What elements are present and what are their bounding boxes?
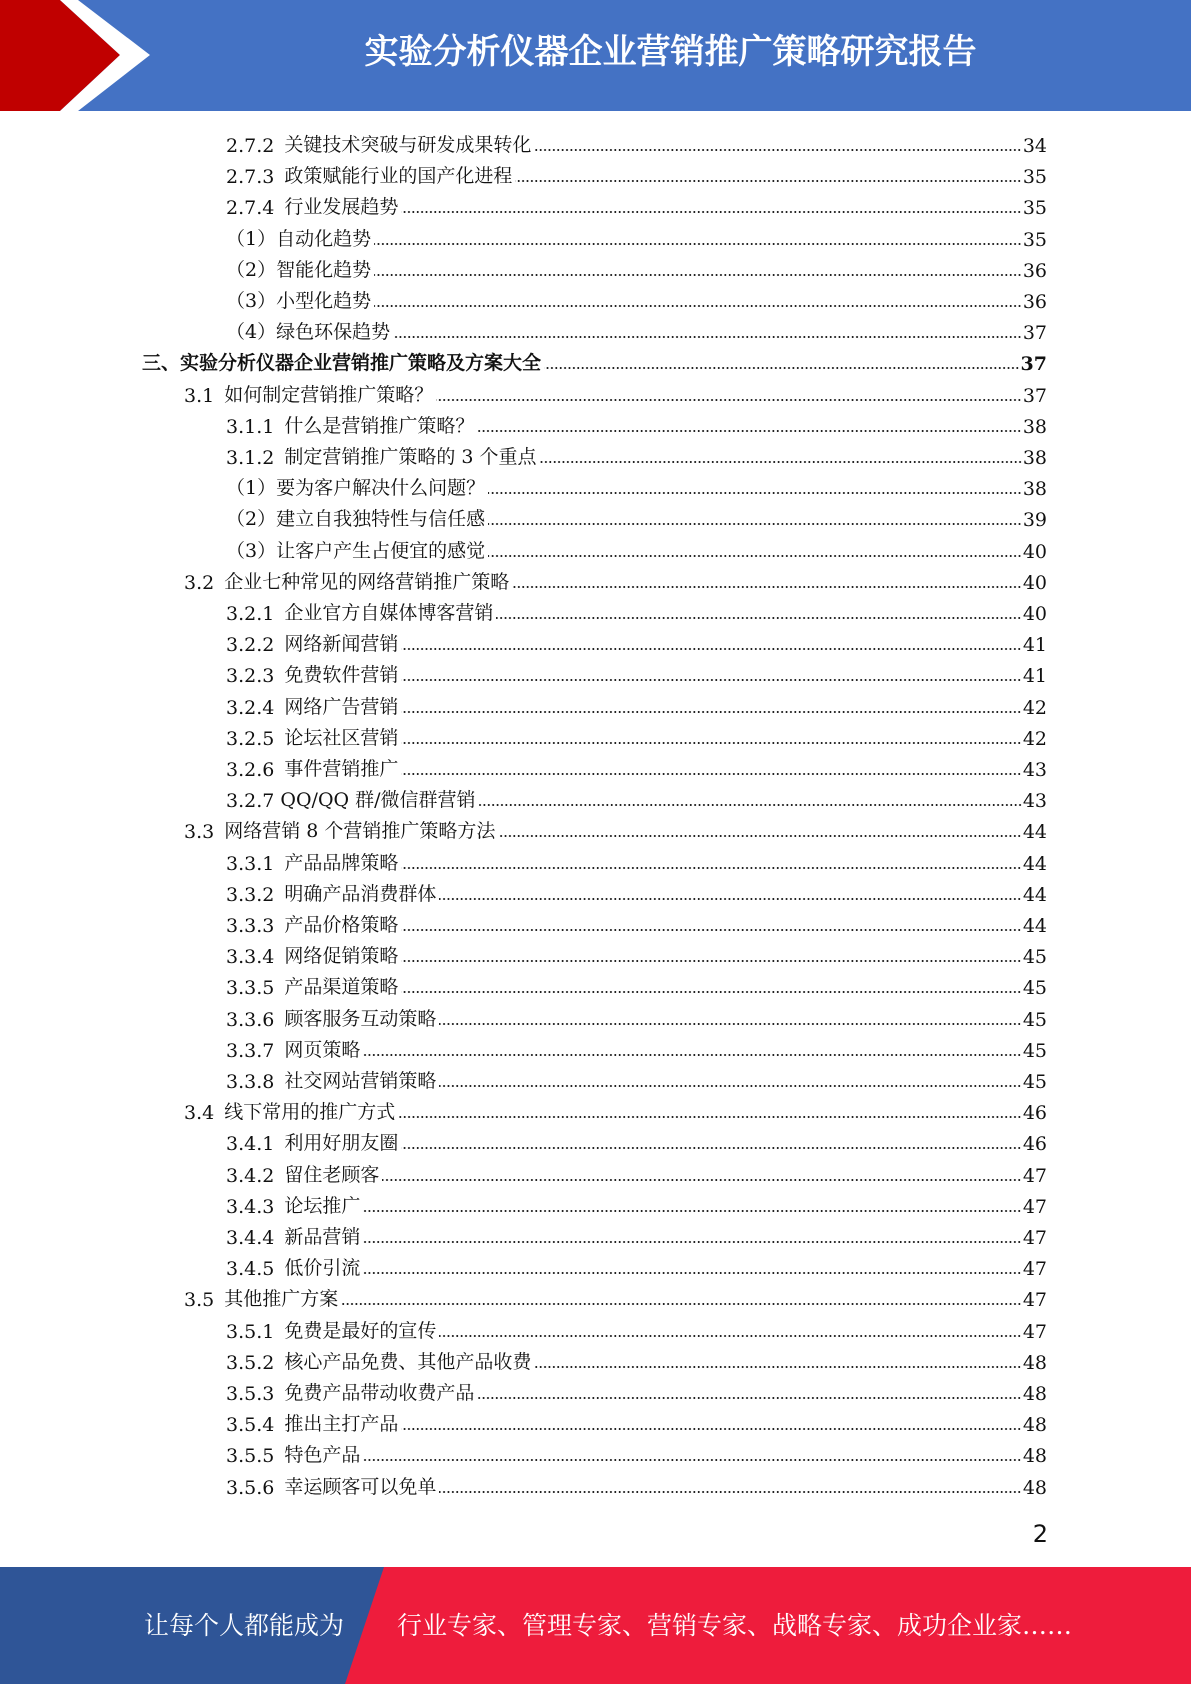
toc-entry-label: 事件营销推广 (284, 758, 399, 780)
toc-dot-leader (401, 741, 1021, 745)
toc-entry-number: 3.1 (184, 384, 215, 407)
toc-entry-label: 特色产品 (284, 1444, 361, 1467)
toc-entry[interactable] (184, 1280, 1047, 1311)
toc-dot-leader (401, 1427, 1021, 1431)
toc-dot-leader (363, 1458, 1021, 1462)
toc-entry-page: 41 (1022, 634, 1047, 657)
toc-entry-page: 45 (1022, 946, 1047, 969)
toc-entry-page: 40 (1022, 540, 1047, 563)
toc-entry-page: 47 (1022, 1164, 1047, 1187)
toc-entry-number: （3） (226, 539, 277, 562)
toc-entry-number: 3.1.2 (226, 447, 275, 469)
toc-entry-number: 3.3.7 (226, 1039, 275, 1062)
toc-entry-page: 38 (1022, 447, 1047, 469)
toc-dot-leader (401, 1146, 1021, 1150)
toc-entry[interactable] (226, 906, 1047, 937)
toc-entry[interactable] (226, 500, 1047, 531)
toc-entry-number: 3.2.7 (226, 790, 275, 813)
toc-entry[interactable] (226, 407, 1047, 438)
toc-entry-label: 论坛推广 (284, 1194, 361, 1217)
toc-dot-leader (488, 491, 1022, 495)
toc-dot-leader (439, 897, 1021, 901)
toc-entry[interactable] (226, 1187, 1047, 1218)
toc-entry-number: 3.5.6 (226, 1476, 275, 1499)
page-number: 2 (1032, 1520, 1048, 1548)
toc-dot-leader (439, 1490, 1021, 1494)
toc-entry-label: 产品品牌策略 (284, 851, 399, 874)
toc-entry-number: 3.3.5 (226, 977, 275, 1000)
toc-entry-page: 36 (1022, 291, 1047, 313)
toc-dot-leader (374, 242, 1022, 246)
toc-entry-number: 3.2.4 (226, 696, 275, 719)
toc-entry-label: 推出主打产品 (284, 1413, 399, 1436)
toc-entry-label: 其他推广方案 (224, 1288, 339, 1311)
toc-entry-number: 3.3.1 (226, 852, 275, 875)
toc-entry-number: 3.4 (184, 1102, 215, 1125)
toc-dot-leader (363, 1053, 1021, 1057)
toc-entry[interactable] (226, 1156, 1047, 1187)
toc-entry[interactable] (226, 188, 1047, 219)
toc-dot-leader (540, 460, 1022, 464)
toc-entry-label: 低价引流 (284, 1257, 361, 1280)
toc-entry-label: 如何制定营销推广策略？ (224, 383, 434, 406)
toc-dot-leader (363, 1240, 1021, 1244)
toc-dot-leader (393, 335, 1022, 339)
toc-entry-label: 核心产品免费、其他产品收费 (284, 1350, 532, 1373)
toc-entry-label: 免费软件营销 (284, 664, 399, 687)
toc-entry-label: 明确产品消费群体 (284, 882, 437, 905)
toc-entry-page: 35 (1022, 228, 1047, 251)
toc-dot-leader (436, 398, 1022, 402)
toc-entry-page: 46 (1022, 1133, 1047, 1156)
toc-entry-page: 48 (1022, 1383, 1047, 1405)
toc-entry-label: 政策赋能行业的国产化进程 (284, 165, 513, 188)
toc-entry-number: 3.5.1 (226, 1320, 275, 1343)
toc-entry-number: 3.3.4 (226, 946, 275, 969)
toc-dot-leader (496, 616, 1021, 620)
toc-entry-number: 3.2.2 (226, 634, 275, 657)
toc-entry-number: （2） (226, 258, 277, 281)
toc-entry-page: 47 (1022, 1320, 1047, 1343)
toc-entry[interactable] (226, 719, 1047, 750)
toc-dot-leader (439, 1022, 1021, 1026)
toc-entry-number: 3.5.4 (226, 1414, 275, 1437)
footer-slogan: 让每个人都能成为 (144, 1611, 345, 1640)
toc-entry-page: 48 (1022, 1351, 1047, 1374)
toc-entry[interactable] (226, 844, 1047, 875)
toc-entry-number: 3.5.5 (226, 1445, 275, 1468)
toc-entry-number: 3.3.2 (226, 883, 275, 906)
document-title: 实验分析仪器企业营销推广策略研究报告 (364, 32, 977, 72)
toc-entry-page: 47 (1022, 1227, 1047, 1249)
toc-entry-label: 企业官方自媒体博客营销 (284, 602, 494, 624)
toc-dot-leader (341, 1302, 1022, 1306)
toc-dot-leader (512, 585, 1022, 589)
toc-entry-page: 43 (1022, 790, 1047, 813)
toc-dot-leader (534, 148, 1021, 152)
toc-dot-leader (382, 1178, 1021, 1182)
toc-entry-number: 3.5.3 (226, 1383, 275, 1405)
toc-entry[interactable] (226, 251, 1047, 282)
toc-entry-page: 47 (1022, 1289, 1047, 1312)
toc-entry-page: 35 (1022, 166, 1047, 189)
toc-entry-page: 37 (1022, 322, 1047, 345)
toc-entry-label: 自动化趋势 (276, 227, 372, 250)
toc-entry-label: 什么是营销推广策略？ (284, 414, 475, 437)
toc-entry[interactable] (226, 313, 1047, 344)
toc-entry-page: 47 (1022, 1258, 1047, 1281)
toc-entry-number: 3.3.8 (226, 1071, 275, 1093)
toc-entry-page: 43 (1022, 759, 1047, 781)
toc-entry[interactable] (226, 157, 1047, 188)
toc-entry-label: 网页策略 (284, 1038, 361, 1061)
toc-entry[interactable] (226, 781, 1047, 812)
toc-entry-page: 37 (1022, 384, 1047, 407)
toc-dot-leader (439, 1084, 1021, 1088)
toc-entry[interactable] (226, 1000, 1047, 1031)
toc-entry-number: 3.2.6 (226, 759, 275, 781)
toc-entry-number: 3.4.5 (226, 1258, 275, 1281)
toc-entry-page: 44 (1022, 883, 1047, 906)
toc-dot-leader (401, 959, 1021, 963)
toc-dot-leader (488, 554, 1022, 558)
toc-dot-leader (498, 834, 1021, 838)
toc-entry-number: 3.3.6 (226, 1008, 275, 1031)
toc-entry[interactable] (226, 875, 1047, 906)
toc-entry-number: 3.3.3 (226, 915, 275, 937)
toc-entry[interactable] (226, 688, 1047, 719)
toc-entry-page: 38 (1022, 478, 1047, 501)
toc-entry-number: （1） (226, 477, 277, 500)
toc-entry-label: 建立自我独特性与信任感 (276, 508, 486, 531)
toc-entry-number: （2） (226, 508, 277, 531)
toc-entry-label: 绿色环保趋势 (276, 321, 391, 344)
toc-dot-leader (439, 1334, 1021, 1338)
toc-entry-label: 让客户产生占便宜的感觉 (276, 539, 486, 562)
toc-dot-leader (363, 1209, 1021, 1213)
toc-entry-number: 3.4.2 (226, 1164, 275, 1187)
toc-entry-number: 2.7.2 (226, 135, 275, 157)
toc-entry[interactable] (184, 376, 1047, 407)
toc-entry-label: 网络促销策略 (284, 945, 399, 968)
toc-entry-page: 48 (1022, 1414, 1047, 1437)
toc-entry-number: 3.2.1 (226, 603, 275, 625)
toc-dot-leader (374, 273, 1022, 277)
toc-dot-leader (401, 678, 1021, 682)
toc-entry[interactable] (226, 1436, 1047, 1467)
toc-entry-number: 3.3 (184, 821, 215, 844)
toc-entry[interactable] (226, 937, 1047, 968)
toc-entry[interactable] (226, 532, 1047, 563)
toc-dot-leader (515, 179, 1021, 183)
page-header (0, 0, 1191, 111)
toc-entry-number: 3.5.2 (226, 1351, 275, 1374)
toc-dot-leader (534, 1365, 1021, 1369)
toc-entry-label: 利用好朋友圈 (284, 1132, 399, 1155)
toc-entry-number: 3.1.1 (226, 415, 275, 438)
toc-entry[interactable] (184, 563, 1047, 594)
toc-entry[interactable] (226, 1124, 1047, 1155)
toc-entry-label: 网络营销 8 个营销推广策略方法 (224, 820, 496, 843)
toc-entry[interactable] (226, 1405, 1047, 1436)
toc-entry[interactable] (226, 1468, 1047, 1499)
toc-entry-label: 关键技术突破与研发成果转化 (284, 134, 532, 156)
toc-entry-page: 48 (1022, 1476, 1047, 1499)
toc-entry-page: 36 (1022, 259, 1047, 282)
toc-entry[interactable] (226, 282, 1047, 313)
toc-entry-page: 47 (1022, 1195, 1047, 1218)
toc-entry-label: 行业发展趋势 (284, 196, 399, 219)
toc-entry-number: 3.4.1 (226, 1133, 275, 1156)
toc-dot-leader (374, 304, 1022, 308)
toc-entry-label: 留住老顾客 (284, 1163, 380, 1186)
toc-entry[interactable] (184, 1093, 1047, 1124)
toc-entry-page: 42 (1022, 727, 1047, 750)
toc-entry-label: QQ/QQ 群/微信群营销 (274, 789, 476, 812)
toc-entry-label: 产品渠道策略 (284, 976, 399, 999)
toc-entry-number: （1） (226, 227, 277, 250)
toc-dot-leader (363, 1271, 1021, 1275)
toc-entry-page: 44 (1022, 821, 1047, 844)
toc-entry-label: 幸运顾客可以免单 (284, 1475, 437, 1498)
toc-dot-leader (401, 990, 1021, 994)
toc-entry-label: 线下常用的推广方式 (224, 1101, 396, 1124)
toc-dot-leader (401, 647, 1021, 651)
toc-entry-label: 社交网站营销策略 (284, 1070, 437, 1092)
toc-entry[interactable] (226, 594, 1047, 625)
toc-entry-label: 顾客服务互动策略 (284, 1007, 437, 1030)
toc-entry-label: 论坛社区营销 (284, 726, 399, 749)
toc-entry-page: 37 (1020, 353, 1047, 376)
toc-entry-page: 45 (1022, 1008, 1047, 1031)
toc-entry-page: 38 (1022, 415, 1047, 438)
toc-dot-leader (401, 928, 1021, 932)
toc-entry[interactable] (226, 1062, 1047, 1093)
toc-entry[interactable] (184, 812, 1047, 843)
toc-entry-label: 智能化趋势 (276, 258, 372, 281)
toc-entry-number: （3） (226, 290, 277, 312)
toc-entry-page: 45 (1022, 1071, 1047, 1093)
toc-entry-label: 要为客户解决什么问题？ (276, 477, 486, 500)
toc-dot-leader (401, 866, 1021, 870)
toc-dot-leader (479, 803, 1022, 807)
toc-entry-page: 35 (1022, 197, 1047, 220)
toc-dot-leader (401, 210, 1021, 214)
toc-dot-leader (544, 366, 1020, 370)
toc-entry-page: 45 (1022, 977, 1047, 1000)
toc-entry[interactable] (226, 750, 1047, 781)
toc-entry[interactable] (226, 438, 1047, 469)
toc-entry-number: 3.2.3 (226, 665, 275, 688)
toc-entry-page: 45 (1022, 1039, 1047, 1062)
toc-entry-label: 网络广告营销 (284, 695, 399, 718)
footer-tagline: 行业专家、管理专家、营销专家、战略专家、成功企业家…… (397, 1611, 1073, 1640)
toc-entry-page: 44 (1022, 852, 1047, 875)
toc-entry[interactable] (226, 1249, 1047, 1280)
toc-entry-page: 42 (1022, 696, 1047, 719)
toc-entry[interactable] (226, 220, 1047, 251)
toc-entry-label: 实验分析仪器企业营销推广策略及方案大全 (180, 352, 542, 375)
toc-entry[interactable] (226, 625, 1047, 656)
toc-entry-number: 三、 (142, 352, 181, 375)
toc-entry[interactable] (226, 1031, 1047, 1062)
toc-entry-page: 46 (1022, 1102, 1047, 1125)
toc-dot-leader (398, 1115, 1022, 1119)
toc-entry-page: 39 (1022, 509, 1047, 532)
toc-entry-label: 免费产品带动收费产品 (284, 1382, 475, 1404)
toc-entry[interactable] (226, 656, 1047, 687)
toc-entry-number: 3.4.4 (226, 1227, 275, 1249)
toc-entry-number: 3.4.3 (226, 1195, 275, 1218)
toc-dot-leader (477, 1396, 1021, 1400)
toc-entry[interactable] (226, 1312, 1047, 1343)
toc-entry-number: 2.7.3 (226, 166, 275, 189)
toc-dot-leader (401, 710, 1021, 714)
toc-entry[interactable] (226, 469, 1047, 500)
toc-entry-number: 3.5 (184, 1289, 215, 1312)
toc-entry-page: 40 (1022, 603, 1047, 625)
toc-entry-number: （4） (226, 321, 277, 344)
toc-entry[interactable] (142, 344, 1047, 375)
toc-entry-label: 产品价格策略 (284, 914, 399, 936)
page-footer (0, 1567, 1191, 1684)
toc-entry-label: 网络新闻营销 (284, 633, 399, 656)
toc-entry-page: 41 (1022, 665, 1047, 688)
toc-entry[interactable] (226, 1343, 1047, 1374)
toc-entry-label: 小型化趋势 (276, 290, 372, 312)
toc-entry-page: 44 (1022, 915, 1047, 937)
toc-entry-label: 免费是最好的宣传 (284, 1319, 437, 1342)
toc-entry-page: 48 (1022, 1445, 1047, 1468)
toc-entry-number: 2.7.4 (226, 197, 275, 220)
toc-entry-label: 制定营销推广策略的 3 个重点 (284, 446, 537, 468)
toc-dot-leader (477, 429, 1021, 433)
toc-entry-page: 34 (1022, 135, 1047, 157)
toc-entry[interactable] (226, 126, 1047, 157)
toc-entry-number: 3.2 (184, 571, 215, 594)
toc-entry-page: 40 (1022, 571, 1047, 594)
toc-dot-leader (401, 772, 1021, 776)
toc-entry[interactable] (226, 968, 1047, 999)
toc-entry-number: 3.2.5 (226, 727, 275, 750)
toc-entry-label: 企业七种常见的网络营销推广策略 (224, 570, 510, 593)
toc-entry[interactable] (226, 1218, 1047, 1249)
toc-dot-leader (488, 522, 1022, 526)
toc-entry-label: 新品营销 (284, 1226, 361, 1248)
toc-entry[interactable] (226, 1374, 1047, 1405)
